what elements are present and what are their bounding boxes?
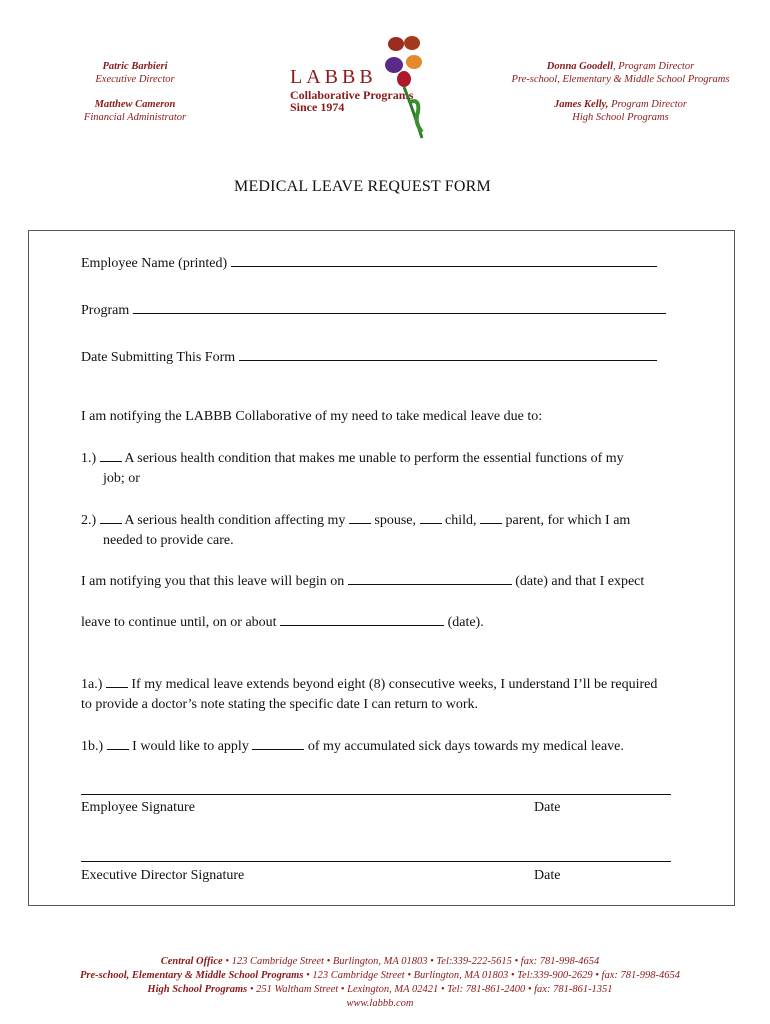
- executive-director-name: Patric Barbieri: [102, 61, 168, 72]
- program-field[interactable]: [133, 299, 666, 314]
- director-signature-line[interactable]: [81, 861, 671, 862]
- date-submitting-field[interactable]: [239, 346, 657, 361]
- item-1b-checkbox[interactable]: [107, 737, 129, 750]
- director2-program: High School Programs: [572, 112, 669, 123]
- leave-begin-row: I am notifying you that this leave will begin on (date) and that I expect: [81, 574, 645, 589]
- footer-website-link[interactable]: www.labbb.com: [346, 998, 414, 1009]
- sick-days-field[interactable]: [252, 737, 304, 750]
- item-1b: 1b.) I would like to apply of my accumulated sick days towards my medical leave.: [81, 739, 624, 754]
- footer: [0, 955, 760, 1011]
- reason-item-2: 2.) A serious health condition affecting my spouse, child, parent, for which I am: [81, 513, 631, 528]
- financial-administrator-name: Matthew Cameron: [94, 99, 176, 110]
- spouse-checkbox[interactable]: [349, 511, 371, 524]
- director-signature-label: Executive Director Signature: [81, 868, 245, 883]
- flower-icon: [378, 32, 450, 142]
- employee-name-label: Employee Name (printed): [81, 256, 228, 271]
- leave-begin-date-field[interactable]: [348, 572, 512, 585]
- item-1a-cont: to provide a doctor’s note stating the specific date I can return to work.: [81, 697, 479, 712]
- footer-central-office: Central Office • 123 Cambridge Street • Burlington, MA 01803 • Tel:339-222-5615 • fax: 781-998-4654: [160, 956, 600, 967]
- form-title: MEDICAL LEAVE REQUEST FORM: [234, 178, 491, 195]
- program-label: Program: [81, 303, 130, 318]
- notify-intro: I am notifying the LABBB Collaborative of my need to take medical leave due to:: [81, 409, 543, 424]
- footer-elementary: Pre-school, Elementary & Middle School Programs • 123 Cambridge Street • Burlington, MA 01803 • Tel:339-900-2629 • fax: 781-998-4654: [80, 970, 680, 981]
- director1-role: , Program Director: [613, 61, 695, 72]
- director-date-label: Date: [534, 868, 561, 883]
- item-1a-checkbox[interactable]: [106, 675, 128, 688]
- reason-1-checkbox[interactable]: [100, 449, 122, 462]
- logo-name: LABBB: [290, 66, 377, 88]
- footer-high-school: High School Programs • 251 Waltham Street • Lexington, MA 02421 • Tel: 781-861-2400 • fax: 781-861-1351: [147, 984, 613, 995]
- director1-program: Pre-school, Elementary & Middle School Programs: [511, 74, 730, 85]
- labbb-logo: [290, 32, 450, 142]
- employee-name-row: [81, 252, 657, 274]
- reason-item-1-cont: job; or: [103, 471, 140, 486]
- employee-signature-label: Employee Signature: [81, 800, 195, 815]
- director2-role: Program Director: [608, 99, 687, 110]
- item-1a: 1a.) If my medical leave extends beyond eight (8) consecutive weeks, I understand I’ll be required: [81, 677, 658, 692]
- program-row: [81, 299, 666, 321]
- reason-2-checkbox[interactable]: [100, 511, 122, 524]
- date-submitting-label: Date Submitting This Form: [81, 350, 236, 365]
- form-box: [28, 230, 735, 906]
- parent-checkbox[interactable]: [480, 511, 502, 524]
- leave-continue-row: leave to continue until, on or about (date).: [81, 615, 484, 630]
- child-checkbox[interactable]: [420, 511, 442, 524]
- reason-item-1: 1.) A serious health condition that makes me unable to perform the essential functions of my: [81, 451, 624, 466]
- logo-since: Since 1974: [290, 100, 345, 114]
- executive-director-title: Executive Director: [95, 74, 175, 85]
- leave-end-date-field[interactable]: [280, 613, 444, 626]
- employee-date-label: Date: [534, 800, 561, 815]
- header-right-staff: [488, 60, 753, 124]
- header-left-staff: [60, 60, 210, 124]
- financial-administrator-title: Financial Administrator: [83, 112, 187, 123]
- director1-name: Donna Goodell: [546, 61, 614, 72]
- employee-name-field[interactable]: [231, 252, 657, 267]
- director2-name: James Kelly,: [554, 99, 609, 110]
- logo-subtitle: Collaborative Programs: [290, 88, 414, 102]
- employee-signature-line[interactable]: [81, 794, 671, 795]
- reason-item-2-cont: needed to provide care.: [103, 533, 234, 548]
- date-submitting-row: [81, 346, 657, 368]
